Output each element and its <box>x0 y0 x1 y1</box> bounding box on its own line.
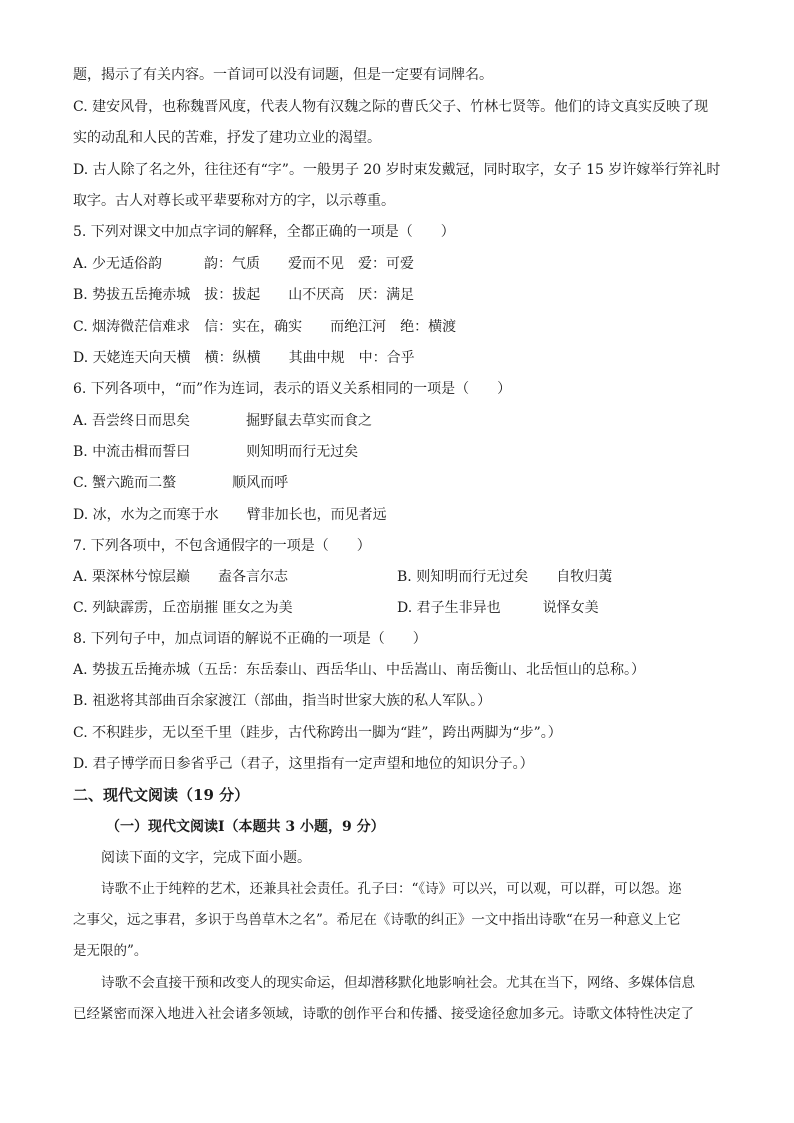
q6-option-d: D. 冰，水为之而寒于水 臂非加长也，而见者远 <box>73 507 387 523</box>
q7-option-a: A. 栗深林兮惊层巅 盍各言尔志 <box>73 569 289 585</box>
question-7: 7. 下列各项中，不包含通假字的一项是（ ） <box>73 538 371 554</box>
q7-option-d: D. 君子生非异也 说怿女美 <box>397 600 599 616</box>
q5-option-c: C. 烟涛微茫信难求 信：实在，确实 而绝江河 绝：横渡 <box>73 319 457 335</box>
q5-option-d: D. 天姥连天向天横 横：纵横 其曲中规 中：合乎 <box>73 350 415 366</box>
passage-line: 是无限的”。 <box>73 943 148 959</box>
question-8: 8. 下列句子中，加点词语的解说不正确的一项是（ ） <box>73 631 427 647</box>
passage-line: 之事父，远之事君，多识于鸟兽草木之名”。希尼在《诗歌的纠正》一文中指出诗歌“在另一种意义上它 <box>73 912 681 928</box>
q8-option-b: B. 祖逖将其部曲百余家渡江（部曲，指当时世家大族的私人军队。） <box>73 693 492 709</box>
instruction-text: 阅读下面的文字，完成下面小题。 <box>101 850 311 866</box>
q8-option-c: C. 不积跬步，无以至千里（跬步，古代称跨出一脚为“跬”，跨出两脚为“步”。） <box>73 725 562 741</box>
text-line: 题，揭示了有关内容。一首词可以没有词题，但是一定要有词牌名。 <box>73 67 493 83</box>
option-c-line: C. 建安风骨，也称魏晋风度，代表人物有汉魏之际的曹氏父子、竹林七贤等。他们的诗文真实反映了现 <box>73 99 709 115</box>
question-6: 6. 下列各项中，“而”作为连词，表示的语义关系相同的一项是（ ） <box>73 381 512 397</box>
q8-option-a: A. 势拔五岳掩赤城（五岳：东岳泰山、西岳华山、中岳嵩山、南岳衡山、北岳恒山的总称。） <box>73 662 646 678</box>
q6-option-b: B. 中流击楫而誓曰 则知明而行无过矣 <box>73 444 359 460</box>
q8-option-d: D. 君子博学而日参省乎己（君子，这里指有一定声望和地位的知识分子。） <box>73 756 534 772</box>
section-heading: 二、现代文阅读（19 分） <box>73 786 250 804</box>
passage-line: 已经紧密而深入地进入社会诸多领域，诗歌的创作平台和传播、接受途径愈加多元。诗歌文体特性决定了 <box>73 1006 694 1022</box>
text-line: 实的动乱和人民的苦难，抒发了建功立业的渴望。 <box>73 130 381 146</box>
passage-line: 诗歌不会直接干预和改变人的现实命运，但却潜移默化地影响社会。尤其在当下，网络、多媒体信息 <box>101 975 695 991</box>
q7-option-c: C. 列缺霹雳，丘峦崩摧 匪女之为美 <box>73 600 293 616</box>
option-d-line: D. 古人除了名之外，往往还有“字”。一般男子 20 岁时束发戴冠，同时取字，女子 15 岁许嫁举行笄礼时 <box>73 162 721 178</box>
q5-option-b: B. 势拔五岳掩赤城 拔：拔起 山不厌高 厌：满足 <box>73 287 415 303</box>
q6-option-c: C. 蟹六跪而二螯 顺风而呼 <box>73 475 289 491</box>
subsection-heading: （一）现代文阅读Ⅰ（本题共 3 小题，9 分） <box>106 819 385 835</box>
passage-line: 诗歌不止于纯粹的艺术，还兼具社会责任。孔子曰：“《诗》可以兴，可以观，可以群，可以怨。迩 <box>101 881 682 897</box>
text-line: 取字。古人对尊长或平辈要称对方的字，以示尊重。 <box>73 193 395 209</box>
q5-option-a: A. 少无适俗韵 韵：气质 爱而不见 爱：可爱 <box>73 256 415 272</box>
q7-option-b: B. 则知明而行无过矣 自牧归荑 <box>397 569 613 585</box>
question-5: 5. 下列对课文中加点字词的解释，全都正确的一项是（ ） <box>73 224 455 240</box>
q6-option-a: A. 吾尝终日而思矣 掘野鼠去草实而食之 <box>73 413 373 429</box>
